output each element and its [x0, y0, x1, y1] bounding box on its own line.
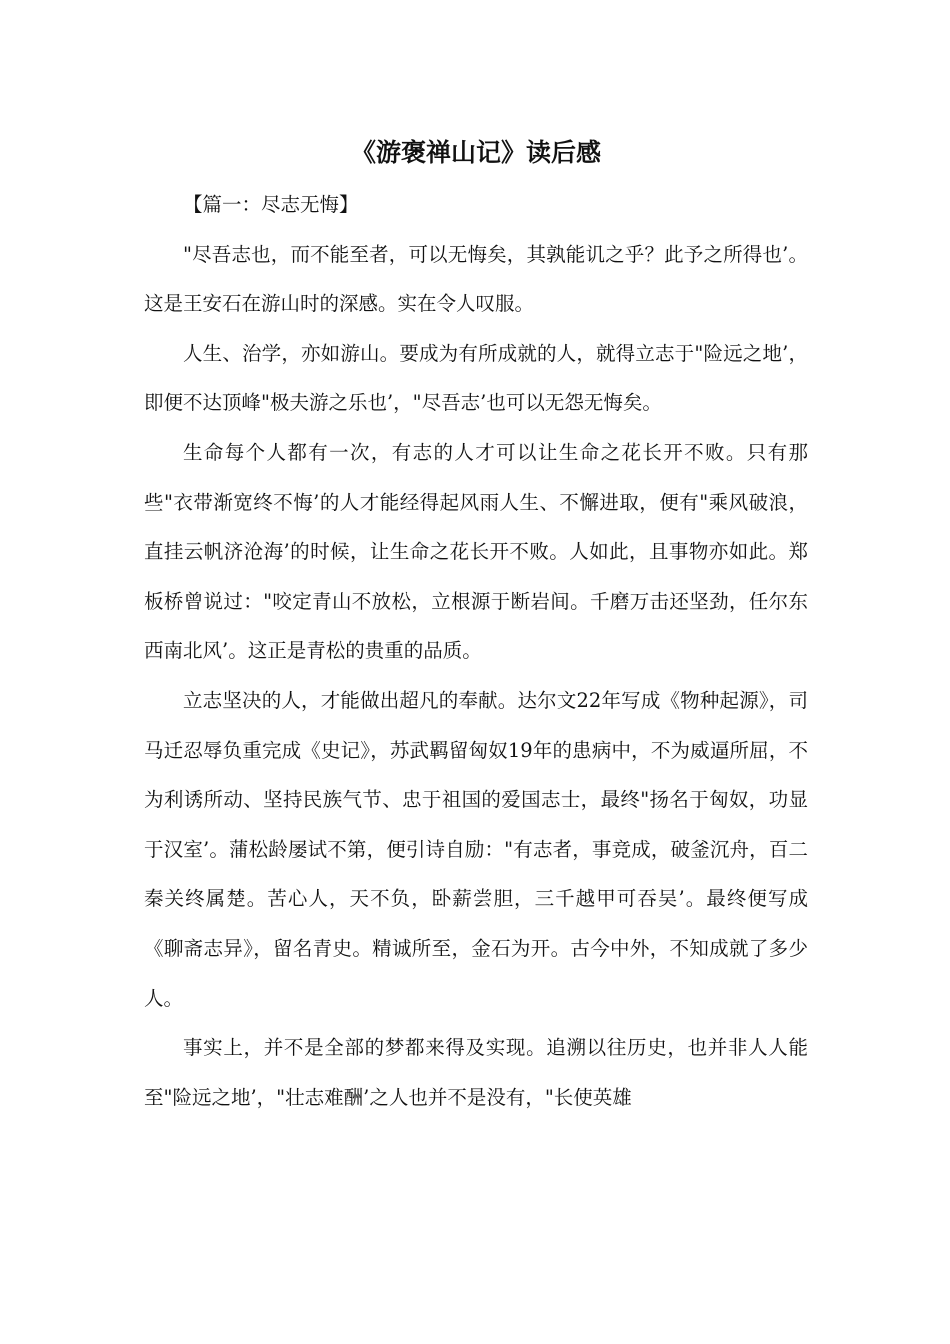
paragraph-3: 生命每个人都有一次，有志的人才可以让生命之花长开不败。只有那些"衣带渐宽终不悔’的人才能经得起风雨人生、不懈进取，便有"乘风破浪，直挂云帆济沧海’的时候，让生命之花长开不败。人如此，且事物亦如此。郑板桥曾说过："咬定青山不放松，立根源于断岩间。千磨万击还坚劲，任尔东西南北风’。这正是青松的贵重的品质。	[144, 440, 808, 663]
document-title: 《游褒禅山记》读后感	[350, 138, 601, 167]
paragraph-2: 人生、治学，亦如游山。要成为有所成就的人，就得立志于"险远之地’，即便不达顶峰"极夫游之乐也’，"尽吾志’也可以无怨无悔矣。	[144, 341, 808, 415]
paragraph-4: 立志坚决的人，才能做出超凡的奉献。达尔文22年写成《物种起源》，司马迁忍辱负重完成《史记》，苏武羁留匈奴19年的患病中，不为威逼所屈，不为利诱所动、坚持民族气节、忠于祖国的爱国志士，最终"扬名于匈奴，功显于汉室’。蒲松龄屡试不第，便引诗自励："有志者，事竞成，破釜沉舟，百二秦关终属楚。苦心人，天不负，卧薪尝胆，三千越甲可吞吴’。最终便写成《聊斋志异》，留名青史。精诚所至，金石为开。古今中外，不知成就了多少人。	[144, 688, 808, 1010]
paragraph-1: "尽吾志也，而不能至者，可以无悔矣，其孰能讥之乎？此予之所得也’。这是王安石在游山时的深感。实在令人叹服。	[144, 242, 808, 316]
paragraph-5: 事实上，并不是全部的梦都来得及实现。追溯以往历史，也并非人人能至"险远之地’，"壮志难酬’之人也并不是没有，"长使英雄	[144, 1036, 808, 1109]
document-page	[144, 128, 808, 1122]
section-heading: 【篇一：尽志无悔】	[183, 193, 359, 216]
